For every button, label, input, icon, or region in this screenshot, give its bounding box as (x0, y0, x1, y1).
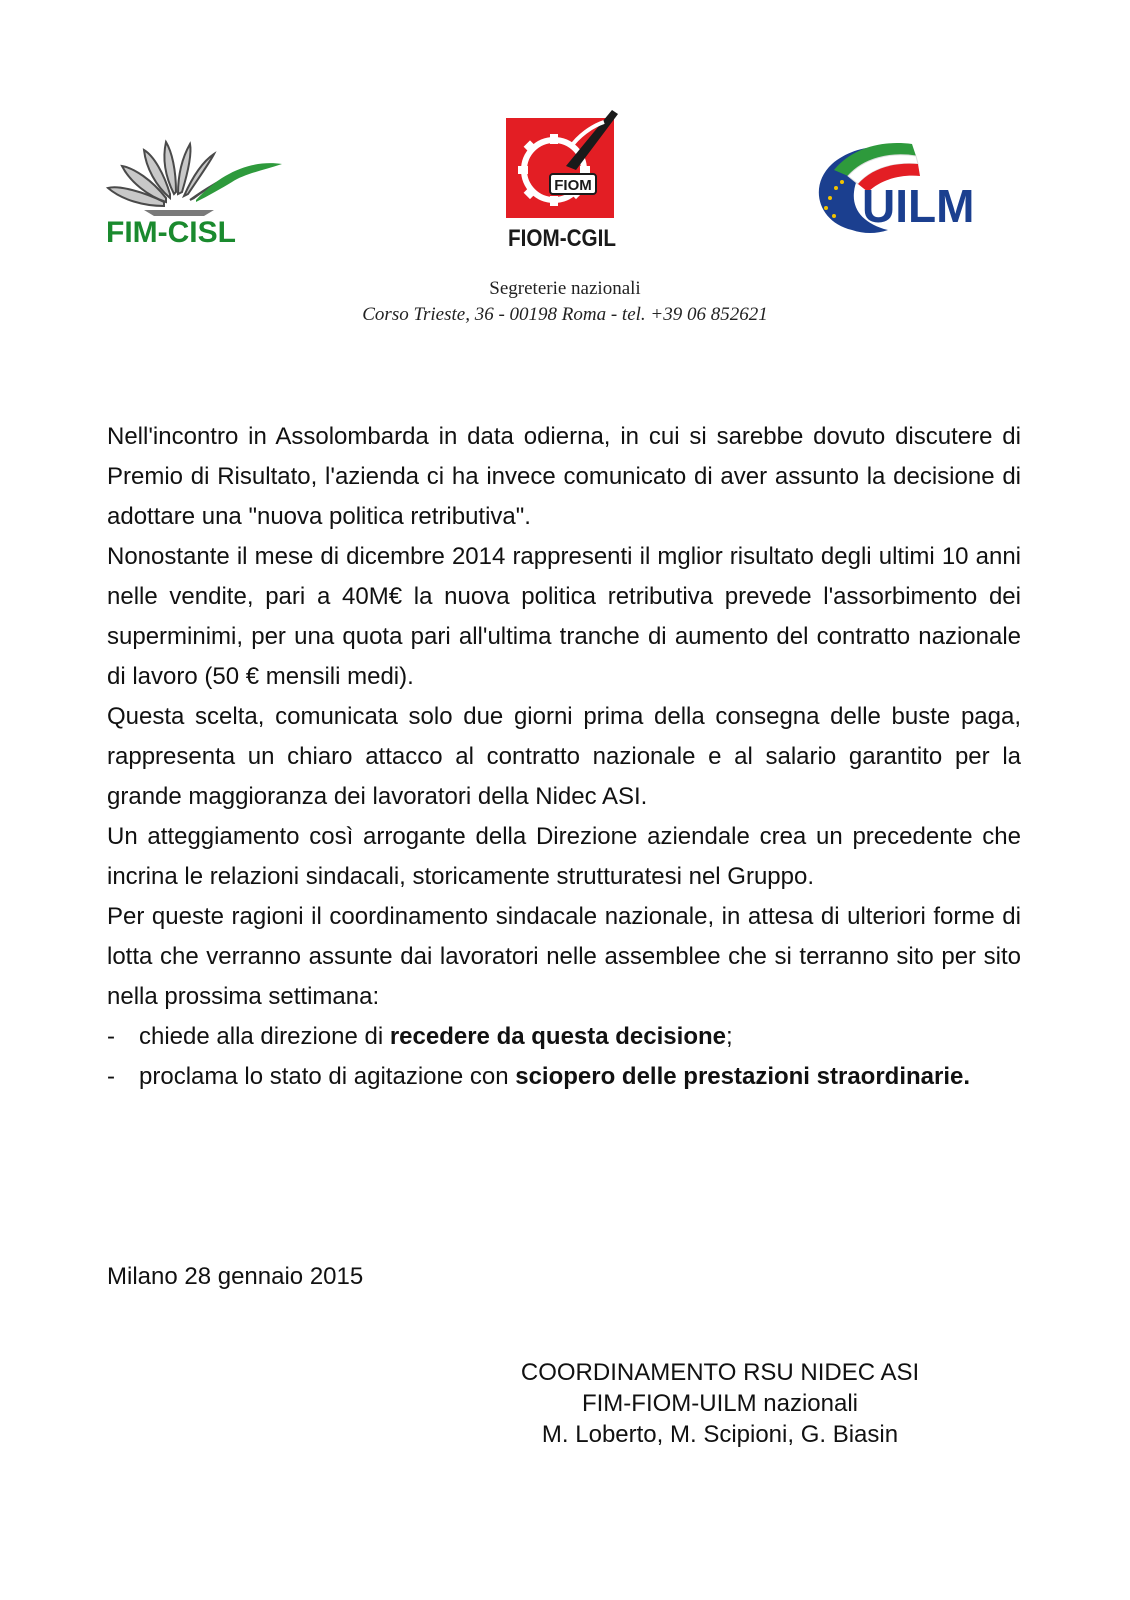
uilm-globe-flag-icon (812, 130, 997, 245)
letterhead-address (0, 276, 1130, 328)
fim-cisl-logo (104, 130, 284, 245)
signature-line-3: M. Loberto, M. Scipioni, G. Biasin (541, 1421, 899, 1448)
paragraph-1: Nell'incontro in Assolombarda in data odierna, in cui si sarebbe dovuto discutere di Premio di Risultato, l'azienda ci ha invece comunicato di aver assunto la decisione di adottare una "nuova politica retributiva". (107, 423, 1021, 530)
svg-text:UILM: UILM (862, 180, 975, 232)
paragraph-2: Nonostante il mese di dicembre 2014 rappresenti il mglior risultato degli ultimi 10 anni nelle vendite, pari a 40M€ la nuova politica retributiva prevede l'assorbimento dei superminimi, per una quota pari all'ultima tranche di aumento del contratto nazionale di lavoro (50 € mensili medi). (107, 543, 1021, 690)
bullet-dash: - (107, 1023, 115, 1050)
bullet-1-text: chiede alla direzione di (139, 1023, 390, 1050)
bullet-item-2 (107, 1057, 1021, 1097)
signature-line-1: COORDINAMENTO RSU NIDEC ASI (520, 1359, 920, 1386)
svg-text:FIOM: FIOM (554, 177, 592, 194)
address-line: Corso Trieste, 36 - 00198 Roma - tel. +39 06 852621 (362, 304, 768, 325)
fiom-cgil-logo (506, 108, 624, 250)
bullet-1-bold: recedere da questa decisione (389, 1023, 726, 1050)
paragraph-4: Un atteggiamento così arrogante della Direzione aziendale crea un precedente che incrina le relazioni sindacali, storicamente strutturatesi nel Gruppo. (107, 823, 1021, 890)
bullet-1-end: ; (725, 1023, 733, 1050)
bullet-item-1 (107, 1017, 1021, 1057)
uilm-logo (812, 130, 997, 245)
secretariat-title: Segreterie nazionali (489, 278, 641, 299)
fim-cisl-flower-icon (104, 130, 284, 245)
signature-line-2: FIM-FIOM-UILM nazionali (581, 1390, 859, 1417)
logo-bar (0, 100, 1130, 250)
letter-body (107, 417, 1021, 1097)
paragraph-3: Questa scelta, comunicata solo due giorni prima della consegna delle buste paga, rappresenta un chiaro attacco al contratto nazionale e al salario garantito per la grande maggioranza dei lavoratori della Nidec ASI. (107, 703, 1021, 810)
bullet-2-text: proclama lo stato di agitazione con (139, 1063, 516, 1090)
svg-text:FIM-CISL: FIM-CISL (106, 216, 236, 245)
paragraph-5: Per queste ragioni il coordinamento sindacale nazionale, in attesa di ulteriori forme di lotta che verranno assunte dai lavoratori nelle assemblee che si terranno sito per sito nella prossima settimana: (107, 903, 1021, 1010)
signature-block (490, 1357, 950, 1450)
fiom-gear-hammer-icon (506, 108, 624, 250)
svg-text:FIOM-CGIL: FIOM-CGIL (508, 225, 616, 250)
bullet-2-bold: sciopero delle prestazioni straordinarie. (515, 1063, 971, 1090)
letter-date: Milano 28 gennaio 2015 (107, 1263, 364, 1290)
bullet-dash: - (107, 1063, 115, 1090)
